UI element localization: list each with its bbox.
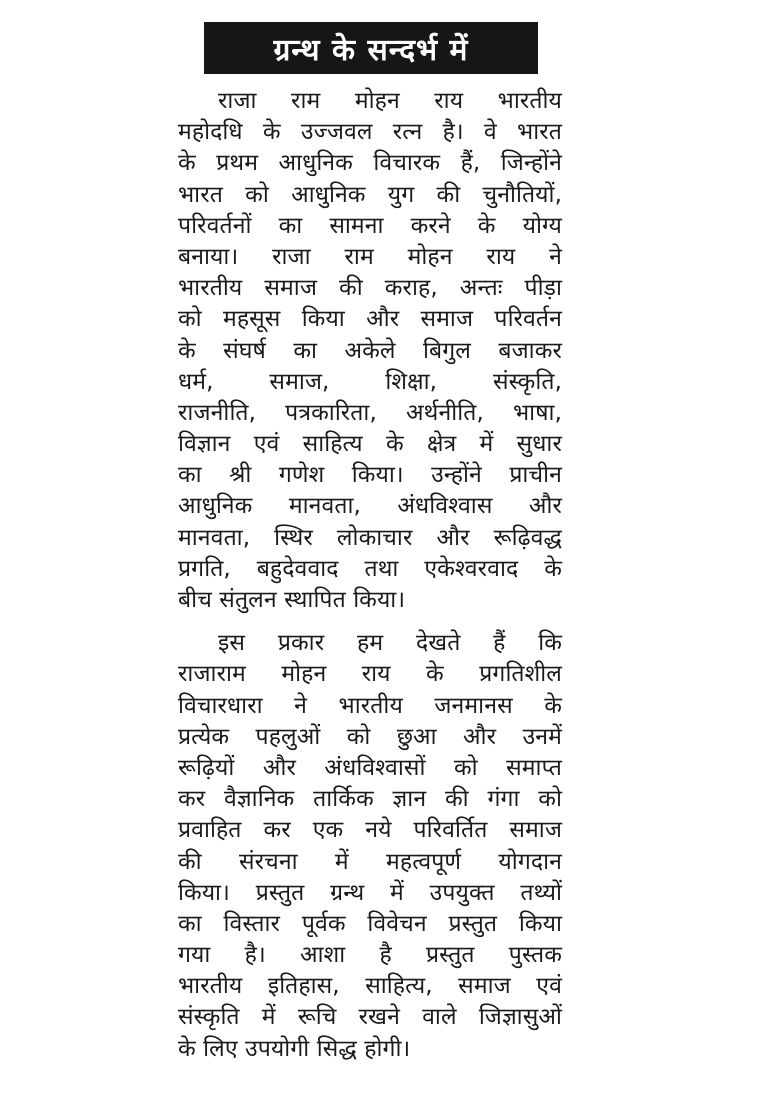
text-line: के संघर्ष का अकेले बिगुल बजाकर (178, 337, 562, 364)
text-line: राजनीति, पत्रकारिता, अर्थनीति, भाषा, (178, 399, 562, 426)
text-line: की संरचना में महत्वपूर्ण योगदान (178, 848, 562, 875)
text-line: राजा राम मोहन राय भारतीय (218, 88, 562, 114)
paragraph-2 (178, 628, 562, 1065)
text-line: भारतीय समाज की कराह, अन्तः पीड़ा (178, 275, 562, 302)
text-line: बीच संतुलन स्थापित किया। (178, 587, 406, 613)
text-line: कर वैज्ञानिक तार्किक ज्ञान की गंगा को (178, 786, 562, 813)
text-line: बनाया। राजा राम मोहन राय ने (178, 243, 562, 270)
text-line: संस्कृति में रूचि रखने वाले जिज्ञासुओं (178, 1004, 562, 1031)
text-line: विज्ञान एवं साहित्य के क्षेत्र में सुधार (178, 431, 562, 458)
text-line: के लिए उपयोगी सिद्ध होगी। (178, 1035, 411, 1062)
text-line: महोदधि के उज्जवल रत्न है। वे भारत (178, 119, 562, 146)
text-line: भारत को आधुनिक युग की चुनौतियों, (178, 181, 562, 208)
text-line: प्रवाहित कर एक नये परिवर्तित समाज (178, 817, 562, 844)
text-line: धर्म, समाज, शिक्षा, संस्कृति, (178, 368, 562, 395)
text-line: रूढ़ियों और अंधविश्वासों को समाप्त (178, 754, 562, 781)
text-line: प्रगति, बहुदेववाद तथा एकेश्वरवाद के (178, 555, 562, 582)
text-line: इस प्रकार हम देखते हैं कि (218, 630, 562, 657)
text-line: राजाराम मोहन राय के प्रगतिशील (178, 661, 562, 688)
text-line: के प्रथम आधुनिक विचारक हैं, जिन्होंने (178, 150, 562, 177)
text-line: भारतीय इतिहास, साहित्य, समाज एवं (178, 973, 562, 1000)
text-line: का विस्तार पूर्वक विवेचन प्रस्तुत किया (178, 910, 562, 937)
text-line: परिवर्तनों का सामना करने के योग्य (178, 212, 562, 239)
paragraph-1 (178, 86, 562, 616)
text-line: आधुनिक मानवता, अंधविश्वास और (178, 493, 562, 520)
text-line: किया। प्रस्तुत ग्रन्थ में उपयुक्त तथ्यों (178, 879, 562, 906)
text-line: का श्री गणेश किया। उन्होंने प्राचीन (178, 462, 562, 489)
text-line: को महसूस किया और समाज परिवर्तन (178, 306, 562, 333)
page-title: ग्रन्थ के सन्दर्भ में (204, 22, 538, 74)
text-line: गया है। आशा है प्रस्तुत पुस्तक (178, 942, 562, 969)
text-line: प्रत्येक पहलुओं को छुआ और उनमें (178, 723, 562, 750)
body-text (178, 86, 562, 1065)
text-line: मानवता, स्थिर लोकाचार और रूढ़िवद्ध (178, 524, 562, 551)
text-line: विचारधारा ने भारतीय जनमानस के (178, 692, 562, 719)
